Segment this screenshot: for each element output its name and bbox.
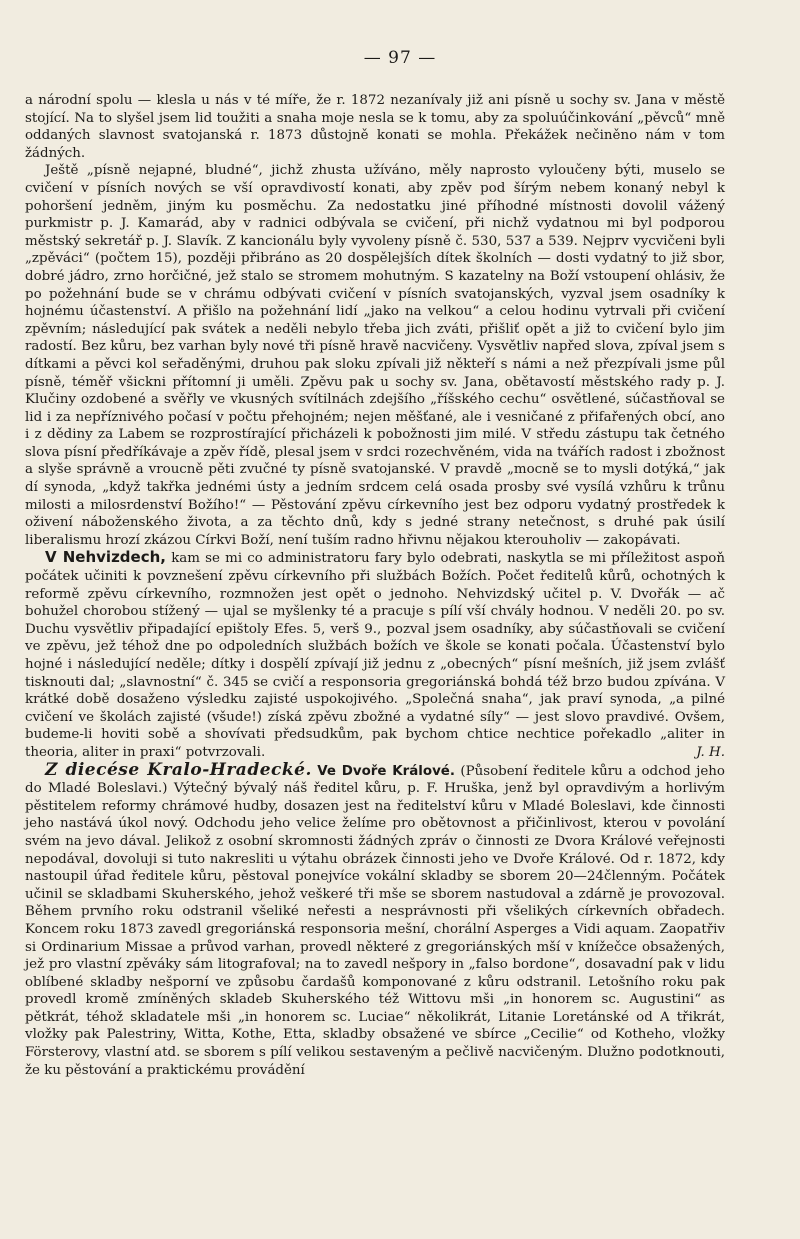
nehvizdy-heading: V Nehvizdech,: [45, 548, 166, 567]
kralove-section: [25, 759, 725, 1080]
nehvizdy-section: [25, 549, 725, 761]
page-number: — 97 —: [363, 48, 437, 68]
body-text: [25, 92, 725, 1079]
nehvizdy-text: kam se mi co administratoru fary bylo odebrati, naskytla se mi příležitost aspoň počátek učiniti k povznešení zpěvu církevního při službách Božích. Počet ředitelů kůrů, ochotných k reformě zpěvu církevního, rozmnožen jest opět o jednoho. Nehvizdský učitel p. V. Dvořák — ač bohužel chorobou stížený — ujal se myšlenky té a pracuje s pílí vší chvály hodnou. V neděli 20. po sv. Duchu vysvětliv připadající epištoly Efes. 5, verš 9., pozval jsem osadníky, aby súčastňovali se cvičení ve zpěvu, jež téhož dne po odpoledních službách božích ve škole se konati počala. Účastenství bylo hojné i následující neděle; dítky i dospělí zpívají již jednu z „obecných“ písní mešních, již jsem zvlášť tisknouti dal; „slavnostní“ č. 345 se cvičí a responsoria gregoriánská bohdá též brzo budou zpívána. V krátké době dosaženo výsledku zajisté uspokojivého. „Společná snaha“, jak praví synoda, „a pilné cvičení ve školách zajisté (všude!) získá zpěvu zbožné a vydatné síly“ — jest slovo pravdivé. Ovšem, budeme-li hoviti sobě a shovívati předsudkům, pak bychom chtice nechtice pořekadlo „aliter in theoria, aliter in praxi“ potvrzovali.: [25, 551, 725, 760]
kralove-lead: Ve Dvoře Králové.: [317, 763, 455, 779]
paragraph-2: Ještě „písně nejapné, bludné“, jichž zhusta užíváno, měly naprosto vyloučeny býti, muselo se cvičení v písních nových se vší opravdivostí konati, aby zpěv pod šírým nebem konaný nebyl k pohoršení jedněm, jiným ku posměchu. Za nedostatku jiné příhodné místnosti dovolil vážený purkmistr p. J. Kamarád, aby v radnici odbývala se cvičení, při nichž vydatnou mi byl podporou městský sekretář p. J. Slavík. Z kancionálu byly vyvoleny písně č. 530, 537 a 539. Nejprv vycvičeni byli „zpěváci“ (počtem 15), později přibráno as 20 dospělejších dítek školních — dosti vydatný to již sbor, dobré jádro, zrno horčičné, jež stalo se stromem mohutným. S kazatelny na Boží vstoupení ohlásiv, že po požehnání bude se v chrámu odbývati cvičení v písních svatojanských, vyzval jsem osadníky k hojnému účastenství. A přišlo na požehnání lidí „jako na velkou“ a celou hodinu vytrvali při cvičení zpěvním; následující pak svátek a neděli nebylo třeba jich zváti, přišliť opět a již to cvičení bylo jim radostí. Bez kůru, bez varhan byly nové tři písně hravě nacvičeny. Vysvětliv napřed slova, zpíval jsem s dítkami a pěvci kol seřaděnými, druhou pak sloku zpívali již někteří s námi a než přezpívali jsme půl písně, téměř všickni přítomní ji uměli. Zpěvu pak u sochy sv. Jana, obětavostí městského rady p. J. Klučiny ozdobené a svěřly ve vkusných svítilnách zdejšího „říšského cechu“ osvětlené, súčastňoval se lid i za nepříznivého počasí v počtu přehojném; nejen měšťané, ale i vesničané z přifařených obcí, ano i z dědiny za Labem se rozprostírající přicházeli k pobožnosti jim milé. V středu zástupu tak četného slova písní předříkávaje a zpěv řídě, plesal jsem v srdci rozechvěném, vida na tvářích radost i zbožnost a slyše správně a vroucně pěti zvučné ty písně svatojanské. V pravdě „mocně se to mysli dotýká,“ jak dí synoda, „když takřka jednémi ústy a jedním srdcem celá osada prosby své vysílá vzhůru k trůnu milosti a milosrdenství Božího!“ — Pěstování zpěvu církevního jest bez odporu vydatný prostředek k oživení náboženského života, a za těchto dnů, kdy s jedné strany netečnost, s druhé pak úsilí liberalismu hrozí zkázou Církvi Boží, není tuším radno hřivnu nějakou kterouholiv — zakopávati.: [25, 163, 725, 548]
paragraph-1: a národní spolu — klesla u nás v té míře, že r. 1872 nezanívaly již ani písně u sochy sv. Jana v městě stojící. Na to slyšel jsem lid toužiti a snaha moje nesla se k tomu, aby za spoluúčinkování „pěvců“ mně oddaných slavnost svatojanská r. 1873 důstojně konati se mohla. Překážek nečiněno nám v tom žádných.: [25, 93, 725, 161]
signature: J. H.: [696, 744, 725, 760]
diocese-heading: Z diecése Kralo-Hradecké.: [45, 759, 312, 780]
kralove-text: (Působení ředitele kůru a odchod jeho do Mladé Boleslavi.) Výtečný bývalý náš ředitel kůru, p. F. Hruška, jenž byl opravdivým a horlivým pěstitelem reformy chrámové hudby, dosazen jest na ředitelství kůru v Mladé Boleslavi, kde činnosti jeho nastává úkol nový. Odchodu jeho velice želíme pro obětovnost a přičinlivost, kterou v povolání svém na jevo dával. Jelikož z osobní skromnosti žádných zpráv o činnosti ze Dvora Králové veřejnosti nepodával, dovoluji si tuto nakresliti u výtahu obrázek činnosti jeho ve Dvoře Králové. Od r. 1872, kdy nastoupil úřad ředitele kůru, pěstoval ponejvíce vokální skladby se sborem 20—24členným. Počátek učinil se skladbami Skuherského, jehož veškeré tři mše se sborem nastudoval a zdárně je provozoval. Během prvního roku odstranil všeliké neřesti a nesprávnosti při všelikých církevních obřadech. Koncem roku 1873 zavedl gregoriánská responsoria mešní, chorální Asperges a Vidi aquam. Zaopatřiv si Ordinarium Missae a průvod varhan, provedl některé z gregoriánských mší v knížečce obsažených, jež pro vlastní zpěváky sám litografoval; na to zavedl nešpory in „falso bordone“, dosavadní pak v lidu oblíbené skladby nešporní ve způsobu čardašů komponované z kůru odstranil. Letošního roku pak provedl kromě zmíněných skladeb Skuherského též Wittovu mši „in honorem sc. Augustini“ as pětkrát, téhož skladatele mši „in honorem sc. Luciae“ několikrát, Litanie Loretánské od A třikrát, vložky pak Palestriny, Witta, Kothe, Etta, skladby obsažené ve sbírce „Cecilie“ od Kotheho, vložky Försterovy, vlastní atd. se sborem s pílí velikou sestaveným a pečlivě nacvičeným. Dlužno podotknouti, že ku pěstování a praktickému provádění: [25, 763, 725, 1078]
